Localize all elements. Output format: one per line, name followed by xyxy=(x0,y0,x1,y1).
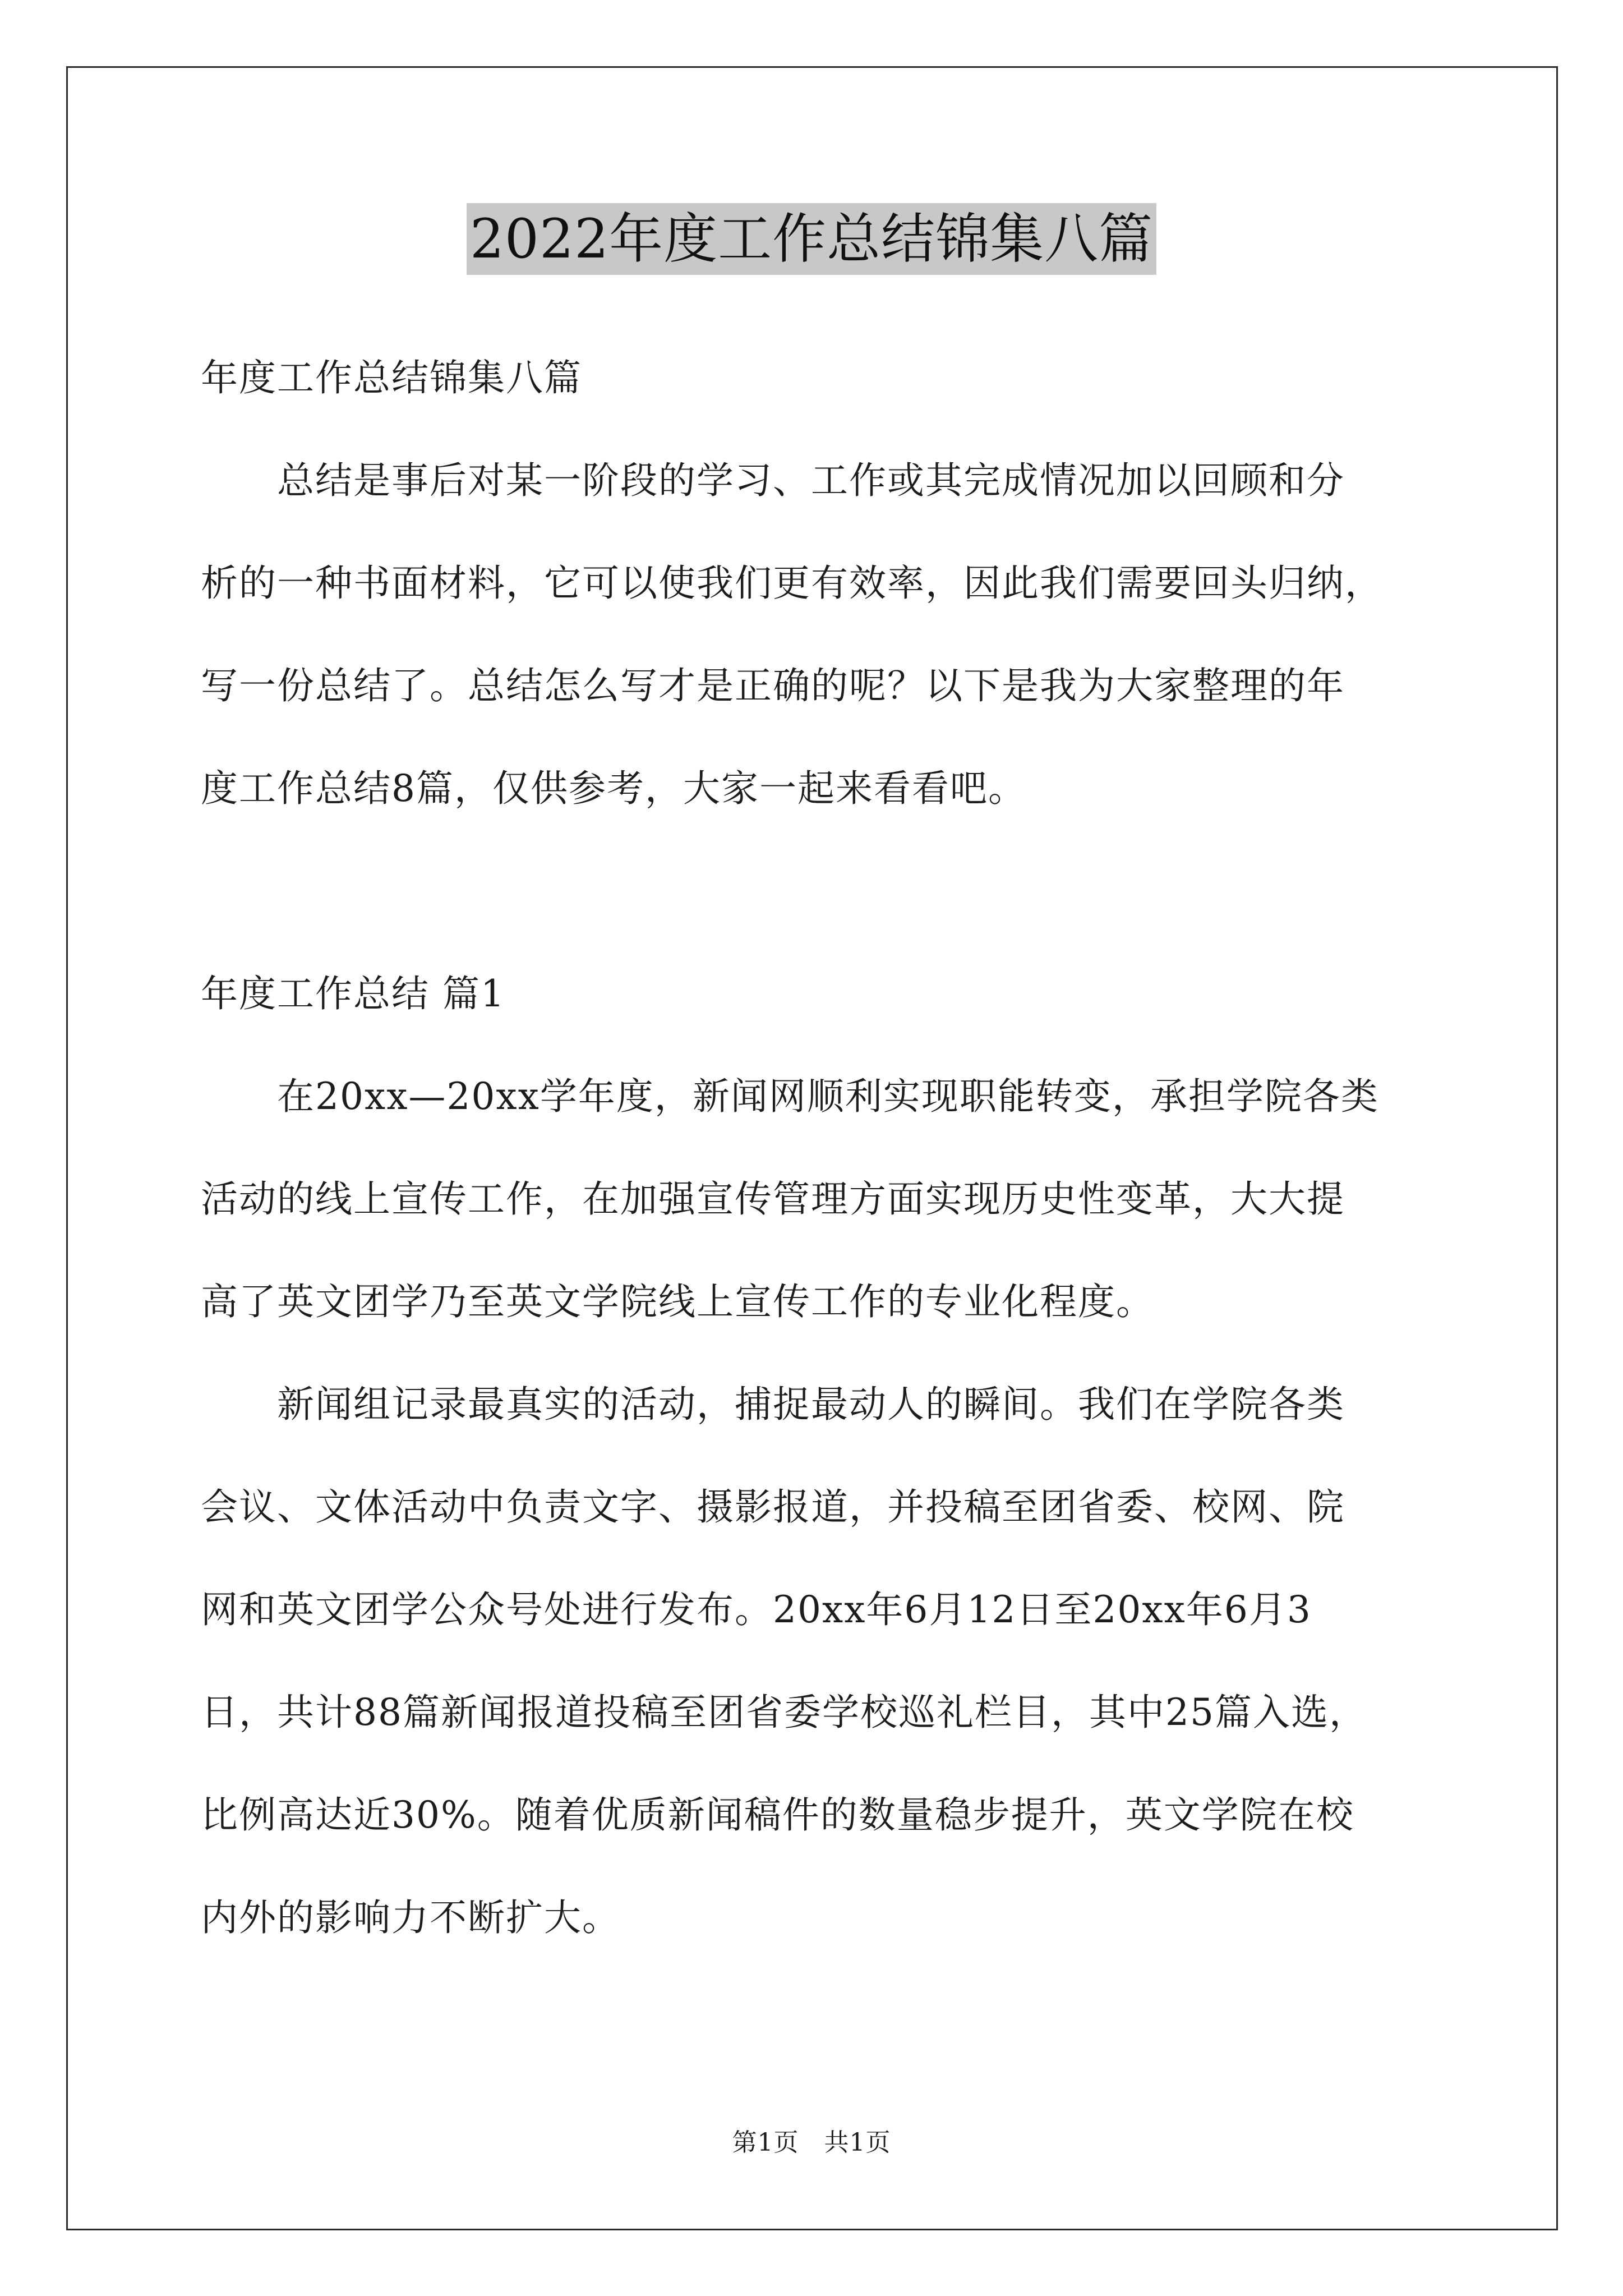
document-title: 2022年度工作总结锦集八篇 xyxy=(467,203,1156,275)
blank-line xyxy=(201,840,1440,942)
body-line: 活动的线上宣传工作，在加强宣传管理方面实现历史性变革，大大提 xyxy=(201,1177,1345,1221)
body-line: 新闻组记录最真实的活动，捕捉最动人的瞬间。我们在学院各类 xyxy=(201,1383,1345,1426)
page-footer: 第1页 共1页 xyxy=(732,2128,891,2157)
body-line: 会议、文体活动中负责文字、摄影报道，并投稿至团省委、校网、院 xyxy=(201,1485,1345,1529)
document-body xyxy=(201,326,1440,1969)
title-container xyxy=(0,203,1623,275)
body-line: 内外的影响力不断扩大。 xyxy=(201,1896,620,1939)
body-line: 度工作总结8篇，仅供参考，大家一起来看看吧。 xyxy=(201,767,1026,810)
body-line: 年度工作总结锦集八篇 xyxy=(201,356,582,399)
body-line: 年度工作总结 篇1 xyxy=(201,972,505,1015)
body-line: 高了英文团学乃至英文学院线上宣传工作的专业化程度。 xyxy=(201,1280,1154,1323)
body-line: 网和英文团学公众号处进行发布。20xx年6月12日至20xx年6月3 xyxy=(201,1588,1312,1631)
body-line: 日，共计88篇新闻报道投稿至团省委学校巡礼栏目，其中25篇入选， xyxy=(201,1691,1367,1734)
body-line: 在20xx—20xx学年度，新闻网顺利实现职能转变，承担学院各类 xyxy=(201,1075,1379,1118)
body-line: 析的一种书面材料，它可以使我们更有效率，因此我们需要回头归纳， xyxy=(201,562,1383,605)
body-line: 总结是事后对某一阶段的学习、工作或其完成情况加以回顾和分 xyxy=(201,459,1345,502)
body-line: 比例高达近30%。随着优质新闻稿件的数量稳步提升，英文学院在校 xyxy=(201,1793,1354,1837)
body-line: 写一份总结了。总结怎么写才是正确的呢？以下是我为大家整理的年 xyxy=(201,664,1345,707)
